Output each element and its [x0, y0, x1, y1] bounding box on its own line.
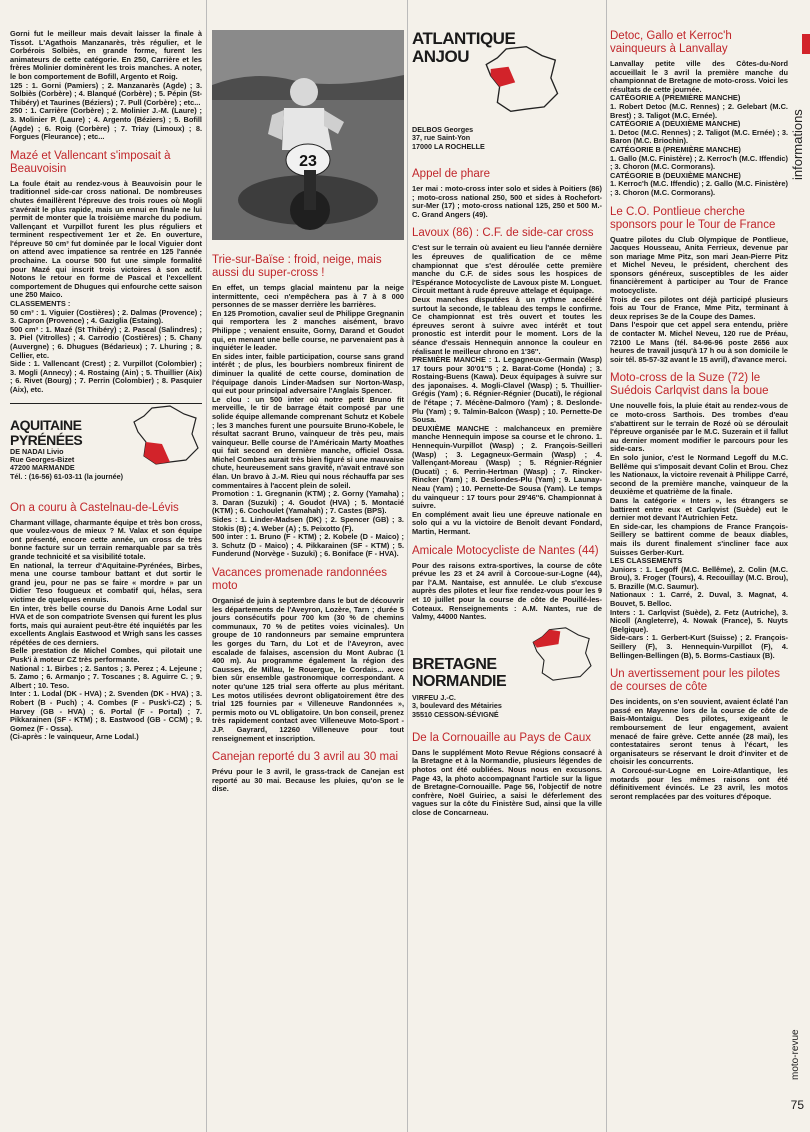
section-label-text: informations [790, 109, 805, 180]
france-map-icon [528, 626, 598, 682]
region-title: AQUITAINE PYRÉNÉES [10, 416, 83, 448]
article-text-castelnau: Charmant village, charmante équipe et très bon cross, que voulez-vous de mieux ? M. Valax et son équipe ont présenté, encore cette année, un cross de très bonne facture sur un terrain remarquable par sa très grande technicité et sa visibilité totale. En national, la terreur d'Aquitaine-Pyrénées, Birbes, mena une course tambour battant et dut sortir le grand jeu, pour ne pas se faire « mordre » par un Didier Teso fougueux et combatif qui, hélas, sera victime de quelques ennuis. En inter, très belle course du Danois Arne Lodal sur HVA et de son compatriote Svensen qui furent les plus forts, mais qui auraient peut-être été inquiétés par les excellents Anglais Eastwood et Wrigh sans les casses répétées de ces derniers. Belle prestation de Michel Combes, qui pilotait une Pusk'i à moteur CZ très performante. National : 1. Birbes ; 2. Santos ; 3. Perez ; 4. Lejeune ; 5. Zamo ; 6. Armanjo ; 7. Toscanes ; 8. Aguirre C. ; 9. Albert ; 10. Teso. Inter : 1. Lodal (DK - HVA) ; 2. Svenden (DK - HVA) ; 3. Robert (B - Puch) ; 4. Combes (F - Pusk'i-CZ) ; 5. Harvey (GB - HVA) ; 6. Portal (F - Portal) ; 7. Pikkarainen (SF - KTM) ; 8. Eastwood (GB - CCM) ; 9. Gomez (F - Ossa). (Ci-après : le vainqueur, Arne Lodal.) [10, 517, 202, 742]
article-intro-text: Gorni fut le meilleur mais devait laisser la finale à Tissot. L'Agathois Manzanarès, très régulier, et le Corbérois Solbiès, en grande forme, furent les animateurs de cette catégorie. En 250, Carrière et les frères Molinier dominèrent les trois manches. A noter, le bon comportement de Bofill, Argento et Roig. 125 : 1. Gorni (Pamiers) ; 2. Manzanarès (Agde) ; 3. Solbiès (Corbère) ; 4. Blanqué (Corbère) ; 5. Pépin (St-Thibéry) et Taurines (Béziers) ; 7. Pull (Corbère) ; etc... 250 : 1. Carrière (Corbère) ; 2. Molinier J.-M. (Laure) ; 3. Molinier P. (Laure) ; 4. Argento (Béziers) ; 5. Bofill (Agde) ; 6. Roig (Corbère) ; 7. Triay (Limoux) ; 8. Forgues (Fleurance) ; etc... [10, 29, 202, 142]
region-address: VIRFEU J.-C. 3, boulevard des Métairies 35510 CESSON-SÉVIGNÉ [412, 692, 502, 719]
article-heading-maze: Mazé et Vallencant s'imposait à Beauvoisin [10, 149, 171, 175]
article-heading-lavoux: Lavoux (86) : C.F. de side-car cross [412, 227, 594, 240]
article-text-maze: La foule était au rendez-vous à Beauvoisin pour le traditionnel side-car cross national. De nombreuses chutes émaillèrent l'épreuve des trois roues où Mogli s'avérait le plus rapide, mais un ennui en finale ne lui permit de monter que la troisième marche du podium. Vallençant et Vurpillot furent les plus réguliers et terminent respectivement 1er et 2e. En ouverture, l'épreuve 50 cm³ fut dominée par le local Viguier dont on attend avec impatience sa rentrée en 125 l'année prochaine. La course 500 fut une simple formalité pour Mazé qui inscrit trois victoires à son actif. Notons le retour en forme de Pascal et l'excellent comportement de Dhugues qui enfourche cette saison une 250 Maico. CLASSEMENTS : 50 cm³ : 1. Viguier (Costières) ; 2. Dalmas (Provence) ; 3. Capron (Provence) ; 4. Gaziglia (Estaing). 500 cm³ : 1. Mazé (St Thibéry) ; 2. Pascal (Salindres) ; 3. Piel (Vitrolles) ; 4. Carrodio (Costières) ; 5. Chany (Auvergne) ; 6. Dhugues (Bédarieux) ; 7. Lhuring ; 8. Cellier, etc. Side : 1. Vallencant (Crest) ; 2. Vurpillot (Colombier) ; 3. Mogli (Annecy) ; 4. Rostaing (Ain) ; 5. Thuillier (Aix) ; 6. Rivet (Bourg) ; 7. Perrin (Colombier) ; 8. Pasquier (Aix), etc. [10, 178, 202, 394]
article-text-lavoux: C'est sur le terrain où avaient eu lieu l'année dernière les épreuves de qualification de ce même championnat que s'est déroulée cette première manche du C.F. de sides sous les hospices de l'Espérance Motocycliste de Lavoux piste M. Longuet. Circuit mettant à rude épreuve attelage et équipage. Deux manches disputées à un rythme accéléré surtout la seconde, le tableau des temps le confirme. Ce championnat est très ouvert et toutes les épreuves seront à suivre avec intérêt et tout pronostic est interdit pour le moment. Lors de la séance d'essais Hennequin annonce la couleur en réalisant le meilleur chrono en 1'36''. PREMIÈRE MANCHE : 1. Legagneux-Germain (Wasp) 17 tours pour 30'01''5 ; 2. Barat-Come (Honda) ; 3. Rostaing-Buens (Kawa). Deux équipages à suivre sur des japonaises. 4. Mogli-Clavel (Wasp) ; 5. Thuillier-Grégis (Yam) ; 6. Régnier-Régnier (Ducati), le régional de l'étape ; 7. Mécène-Dalmoro (Yam) ; 8. Deslonde-Plu (Yam) ; 9. Talmin-Balcon (Wasp) ; 10. Pernette-De Sousa. DEUXIÈME MANCHE : malchanceux en première manche Hennequin impose sa course et le chrono. 1. Hennequin-Vurpillot (Wasp) ; 2. François-Seilleri (Wasp) ; 3. Legagneux-Germain (Wasp) ; 4. Vallençant-Moreau (Wasp) ; 5. Régnier-Régnier (Ducati) ; 6. Perrin-Hertman (Wasp) ; 7. Rincker-Rincker (Yam) ; 8. Deslondes-Plu (Yam) ; 9. Launay-Neau (Yam) ; 10. Pernette-De Sousa (Yam). Le temps du vainqueur : 17 tours pour 29'46''6. Championnat à suivre. En complément avait lieu une épreuve nationale en solo qui a vu la victoire de Benoît devant Fondard, Martin, Hermant. [412, 243, 602, 536]
article-heading-cornouaille: De la Cornouaille au Pays de Caux [412, 731, 591, 744]
article-heading-avertissement: Un avertissement pour les pilotes de courses de côte [610, 668, 781, 694]
article-heading-canejan: Canejan reporté du 3 avril au 30 mai [212, 751, 399, 764]
article-heading-suze: Moto-cross de la Suze (72) le Suédois Carlqvist dans la boue [610, 372, 769, 398]
article-heading-amicale: Amicale Motocycliste de Nantes (44) [412, 544, 599, 557]
column-2 [212, 248, 404, 1132]
france-map-icon [484, 44, 562, 114]
article-text-cornouaille: Dans le supplément Moto Revue Régions consacré à la Bretagne et à la Normandie, plusieurs légendes de photos ont été oubliées. Nous nous en excusons. Page 43, la photo accompagnant l'article sur la ligue de Bretagne-Cornouaille. Page 56, l'objectif de notre confrère, Noël Guiriec, a saisi le déferlement des vagues sur la côte du Finistère Sud, ainsi que la ville close de Concarneau. [412, 747, 602, 817]
article-heading-pontlieue: Le C.O. Pontlieue cherche sponsors pour le Tour de France [610, 205, 776, 231]
column-divider [407, 0, 408, 1132]
article-heading-castelnau: On a couru à Castelnau-de-Lévis [10, 501, 179, 514]
article-text-phare: 1er mai : moto-cross inter solo et sides à Poitiers (86) ; moto-cross national 250, 500 et sides à Rochefort-sur-Mer (17) ; moto-cross national 125, 250 et 500 M.-C. Grand Angers (49). [412, 184, 602, 219]
article-text-detoc: Lanvallay petite ville des Côtes-du-Nord accueillait le 3 avril la première manche du championnat de Bretagne de moto-cross. Voici les résultats de cette journée. CATÉGORIE A (PREMIÈRE MANCHE) 1. Robert Detoc (M.C. Rennes) ; 2. Gelebart (M.C. Brest) ; 3. Taligot (M.C. Ernée). CATÉGORIE A (DEUXIÈME MANCHE) 1. Detoc (M.C. Rennes) ; 2. Taligot (M.C. Ernée) ; 3. Baron (M.C. Briochin). CATÉGORIE B (PREMIÈRE MANCHE) 1. Gallo (M.C. Finistère) ; 2. Kerroc'h (M.C. Iffendic) ; 3. Choron (M.C. Cormorans). CATÉGORIE B (DEUXIÈME MANCHE) 1. Kerroc'h (M.C. Iffendic) ; 2. Gallo (M.C. Finistère) ; 3. Choron (M.C. Cormorans). [610, 59, 788, 197]
section-tab-marker [802, 34, 810, 54]
column-divider [606, 0, 607, 1132]
article-heading-detoc: Detoc, Gallo et Kerroc'h vainqueurs à Lanvallay [610, 30, 732, 55]
article-heading-vacances: Vacances promenade randonnées moto [212, 567, 387, 592]
article-text-suze: Une nouvelle fois, la pluie était au rendez-vous de ce moto-cross Sarthois. Des trombes d'eau s'abattirent sur le terrain de Rozé où se déroulait l'épreuve organisée par le M.C. Suzerain et il fallut au dernier moment modifier le parcours pour les side-cars. En solo junior, c'est le Normand Legoff du M.C. Bellême qui s'imposait devant Colin et Brou. Chez les Nationaux, la victoire revenait à Philippe Carré, second de la première manche, vainqueur de la deuxième et quatrième de la finale. Dans la catégorie « Inters », les étrangers se battirent entre eux et Carlqvist (Suède) eut le dernier mot devant l'Autrichien Fetz. En side-car, les champions de France François-Seillery se battirent comme de beaux diables, mais ils durent finalement s'incliner face aux Suisses Gerber-Kurt. LES CLASSEMENTS Juniors : 1. Legoff (M.C. Bellême), 2. Colin (M.C. Brou), 3. Froger (Tours), 4. Recouillay (M.C. Brou), 5. Brazille (M.C. Saumur). Nationaux : 1. Carré, 2. Duval, 3. Magnat, 4. Bouvet, 5. Belloc. Inters : 1. Carlqvist (Suède), 2. Fetz (Autriche), 3. Nicoll (Angleterre), 4. Nowak (France), 5. Nuyts (Belgique). Side-cars : 1. Gerbert-Kurt (Suisse) ; 2. François-Seillery (F), 3. Hennequin-Vurpillot (F), 4. Bellingen-Bellingen (B), 5. Borms-Castiaux (B). [610, 401, 788, 660]
svg-text:23: 23 [299, 153, 317, 170]
column-3 [412, 30, 602, 1132]
article-heading-trie: Trie-sur-Baïse : froid, neige, mais aussi du super-cross ! [212, 254, 382, 279]
article-text-canejan: Prévu pour le 3 avril, le grass-track de Canejan est reporté au 30 mai. Because les pluies, qu'on se le dise. [212, 767, 404, 794]
motocross-photo [212, 30, 404, 240]
region-title: ATLANTIQUE ANJOU [412, 29, 516, 66]
column-1 [10, 30, 202, 1132]
region-title: BRETAGNE NORMANDIE [412, 655, 507, 690]
region-address: DE NADAI Livio Rue Georges-Bizet 47200 MARMANDE Tél. : (16-56) 61-03-11 (la journée) [10, 446, 124, 481]
magazine-label-text: moto-revue [790, 1029, 801, 1080]
motocross-rider-image [212, 30, 404, 240]
column-4 [610, 30, 788, 1132]
article-text-vacances: Organisé de juin à septembre dans le but de découvrir les départements de l'Aveyron, Lozère, Tarn ; durée 5 jours consécutifs pour 700 km (30 % de chemins communaux, 70 % de petites voies vicinales). Un groupe de 10 randonneurs par semaine empruntera les gorges du Tarn, du Lot et de l'Aveyron, avec escalade de falaises, ascension du Mont Aubrac (1 400 m). Au programme également la région des Causses, de Millau, le Rouergue, le Cordais... avec bien sûr ensemble gastronomique correspondant. A noter qu'une 125 trial sera offerte au plus méritant. Les motos utilisées devront obligatoirement être des trial 125 fournies par « Villeneuve Randonnées », permis moto ou VL obligatoire. Un bon conseil, prenez très rapidement contact avec Villeneuve Moto-Sport - J.P. Gayrard, 12260 Villeneuve pour tout renseignement et inscription. [212, 596, 404, 743]
article-text-amicale: Pour des raisons extra-sportives, la course de côte prévue les 23 et 24 avril à Corcoue-sur-Logne (44), par l'A.M. Nantaise, est annulée. Le club s'excuse auprès des pilotes et leur fixe rendez-vous pour les 9 et 10 juillet pour la course de côte de Pouillé-les-Coteaux. Renseignements : A.M. Nantes, rue de Valmy, 44000 Nantes. [412, 560, 602, 622]
region-box-aquitaine [10, 403, 202, 496]
magazine-label [790, 1000, 806, 1080]
region-address: DELBOS Georges 37, rue Saint-Yon 17000 LA ROCHELLE [412, 125, 485, 151]
article-text-avertissement: Des incidents, on s'en souvient, avaient éclaté l'an passé en Mayenne lors de la course de côte de Bais-Montaigu. Des pilotes, exigeant le remboursement de leur engagement, avaient menacé de faire grève. Cette année (28 mai), les contestataires seront tenus à l'écart, les organisateurs se réservant le droit d'inviter et de choisir les concurrents. A Corcoué-sur-Logne en Loire-Atlantique, les motards pour les mêmes raisons ont été définitivement évincés. Le 23 avril, les motos seront remplacées par des voitures d'époque. [610, 697, 788, 801]
column-divider [206, 0, 207, 1132]
article-heading-phare: Appel de phare [412, 168, 491, 180]
article-text-pontlieue: Quatre pilotes du Club Olympique de Pontlieue, Jacques Housseau, Anita Ferrieux, devenue par son mariage Mme Pitz, son mari Jean-Pierre Pitz et Michel Neveu, le président, cherchent des sponsors généreux, susceptibles de les aider financièrement à participer au Tour de France motocycliste. Trois de ces pilotes ont déjà participé plusieurs fois au Tour de France, Mme Pitz, terminant à deux reprises 3e de la Coupe des Dames. Dans l'espoir que cet appel sera entendu, prière de contacter M. Michel Neveu, 120 rue de Préau, 72100 Le Mans (tél. 84-96-96 poste 2656 aux heures de travail jusqu'à 17 h ou à son domicile le soir tél. 85-57-32 avant le 15 avril), d'avance merci. [610, 234, 788, 364]
page-number: 75 [790, 1098, 804, 1112]
region-box-bretagne [412, 626, 602, 726]
article-text-trie: En effet, un temps glacial maintenu par la neige intermittente, ceci n'empêchera pas à 7 à 8 000 personnes de se masser derrière les barrières. En 125 Promotion, cavalier seul de Philippe Gregnanin qui remportera les 2 manches aisément, bravo Philippe ; venaient ensuite, Gorny, Darand et Goudot qui, en menant une belle course, ne parvenaient pas à inquiéter le leader. En sides inter, faible participation, course sans grand intérêt ; de plus, les bourbiers nombreux finirent de diminuer la qualité de cette course, domination de l'équipage danois Linder-Madsen sur Norton-Wasp, qui eut pour principal adversaire l'Anglais Spencer. Le clou : un 500 inter où notre petit Bruno fit merveille, le tir de barrage était composé par une solide équipe allemande comprenant Schutz et Kobele ; les 3 manches furent une poursuite Bruno-Kobele, le résultat sacrant Bruno, vainqueur de très peu, mais vainqueur. Belle course de l'Américain Marty Moathes qui fait second en dernière manche, officiel Ossa. Michel Combes aurait très bien figuré si une mauvaise chute, heureusement sans gravité, n'avait entravé son élan. Un bravo à J.-M. Rieu qui nous réchauffa par ses commentaires à l'accent plein de soleil. Promotion : 1. Gregnanin (KTM) ; 2. Gorny (Yamaha) ; 3. Daran (Suzuki) ; 4. Goudot (HVA) ; 5. Montacié (KTM) ; 6. Cochoulet (Yamahah) ; 7. Castes (BPS). Sides : 1. Linder-Madsen (DK) ; 2. Spencer (GB) ; 3. Stokis (B) ; 4. Weber (A) ; 5. Peixotto (F). 500 inter : 1. Bruno (F - KTM) ; 2. Kobele (D - Maico) ; 3. Schutz (D - Maico) ; 4. Pikkarainen (SF - KTM) ; 5. Funderund (Norvège - Suzuki) ; 6. Boniface (F - HVA). [212, 283, 404, 559]
france-map-icon [132, 404, 202, 466]
region-box-atlantique [412, 30, 602, 162]
